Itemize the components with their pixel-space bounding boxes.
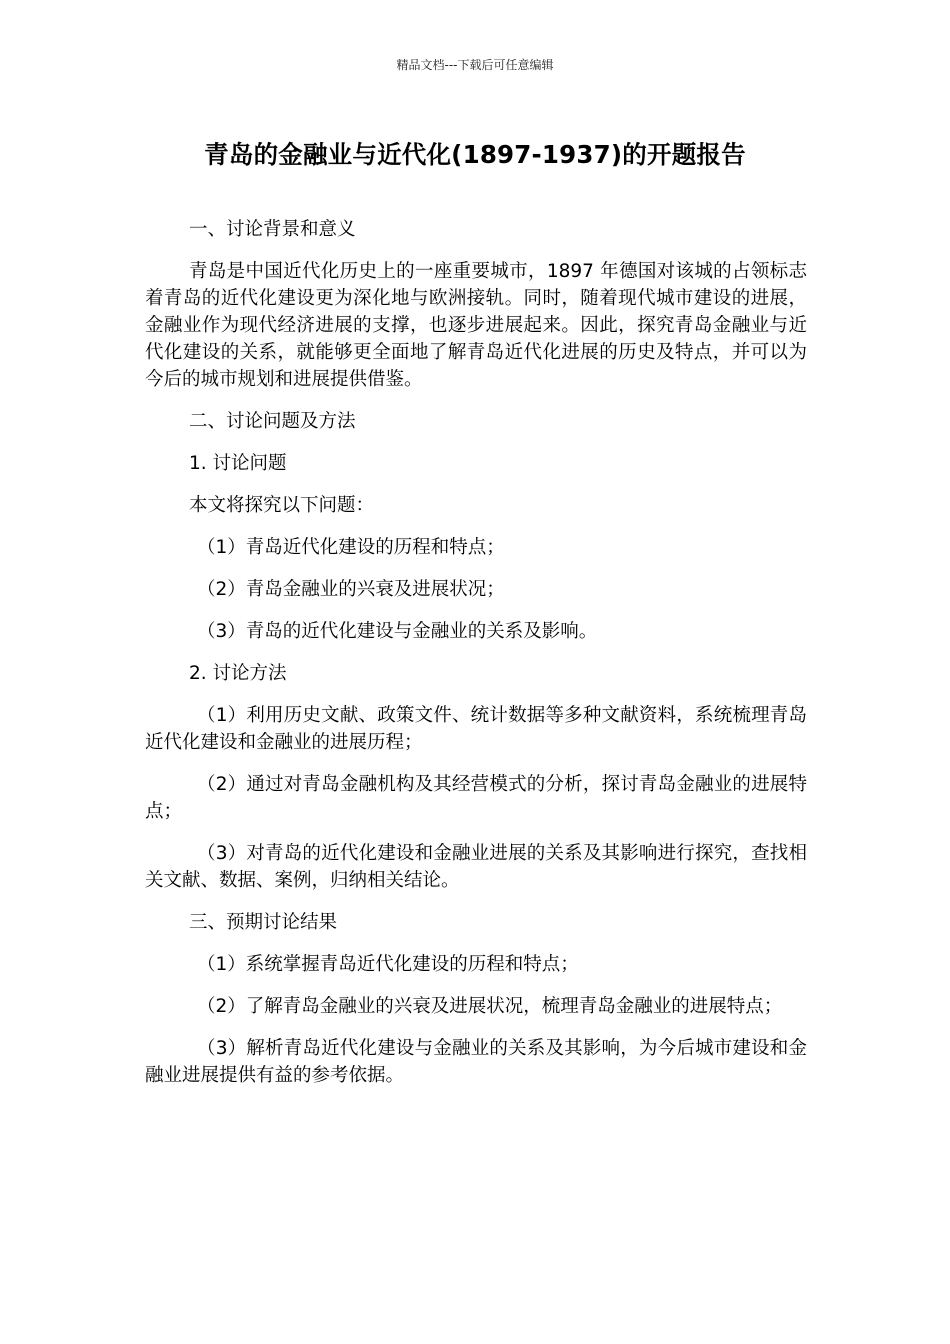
result-item-1: （1）系统掌握青岛近代化建设的历程和特点； — [197, 954, 579, 975]
result-item-2: （2）了解青岛金融业的兴衰及进展状况，梳理青岛金融业的进展特点； — [197, 996, 783, 1017]
subheading-questions: 1. 讨论问题 — [189, 453, 287, 474]
section-heading-expected-results: 三、预期讨论结果 — [189, 912, 338, 933]
section-heading-background: 一、讨论背景和意义 — [189, 219, 356, 240]
result-item-3: （3）解析青岛近代化建设与金融业的关系及其影响，为今后城市建设和金融业进展提供有益的参考依据。 — [145, 1038, 807, 1086]
method-item-1: （1）利用历史文献、政策文件、统计数据等多种文献资料，系统梳理青岛近代化建设和金融业的进展历程； — [145, 705, 807, 753]
background-paragraph: 青岛是中国近代化历史上的一座重要城市，1897 年德国对该城的占领标志着青岛的近代化建设更为深化地与欧洲接轨。同时，随着现代城市建设的进展，金融业作为现代经济进展的支撑，也逐步进展起来。因此，探究青岛金融业与近代化建设的关系，就能够更全面地了解青岛近代化进展的历史及特点，并可以为今后的城市规划和进展提供借鉴。 — [145, 261, 807, 390]
section-heading-questions-methods: 二、讨论问题及方法 — [189, 411, 356, 432]
question-item-2: （2）青岛金融业的兴衰及进展状况； — [197, 579, 505, 600]
subheading-methods: 2. 讨论方法 — [189, 663, 287, 684]
document-body — [145, 216, 807, 1104]
page-header: 精品文档---下载后可任意编辑 — [396, 58, 554, 72]
questions-intro: 本文将探究以下问题： — [189, 495, 375, 516]
method-item-2: （2）通过对青岛金融机构及其经营模式的分析，探讨青岛金融业的进展特点； — [145, 774, 807, 822]
question-item-3: （3）青岛的近代化建设与金融业的关系及影响。 — [197, 621, 598, 642]
method-item-3: （3）对青岛的近代化建设和金融业进展的关系及其影响进行探究，查找相关文献、数据、案例，归纳相关结论。 — [145, 843, 807, 891]
question-item-1: （1）青岛近代化建设的历程和特点； — [197, 537, 505, 558]
document-title: 青岛的金融业与近代化(1897-1937)的开题报告 — [204, 140, 746, 169]
